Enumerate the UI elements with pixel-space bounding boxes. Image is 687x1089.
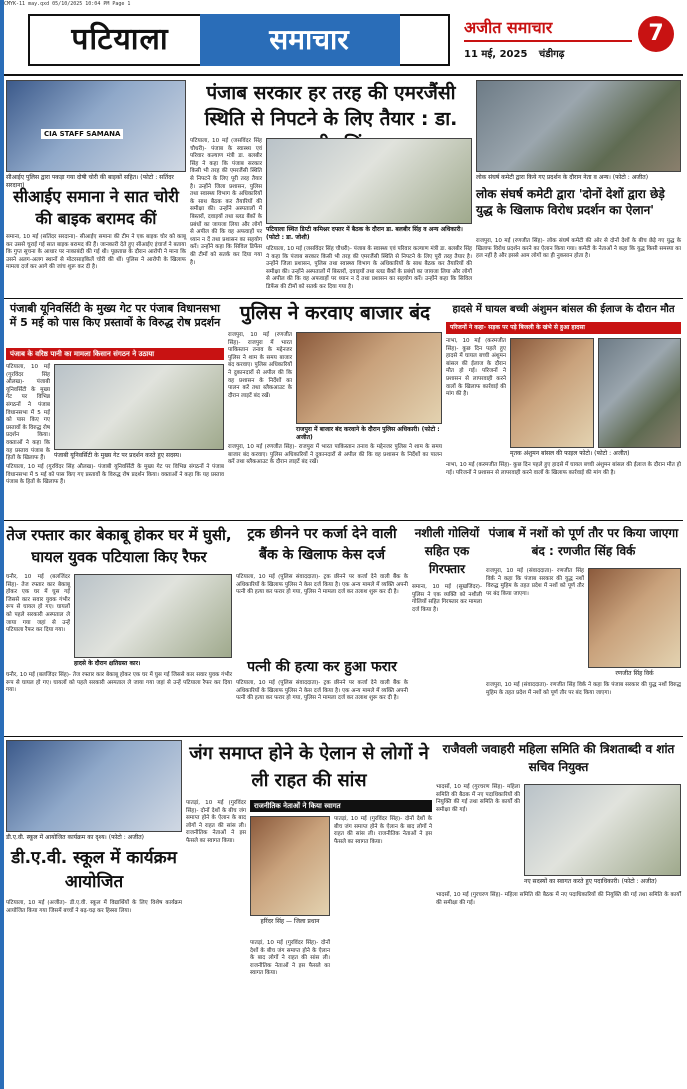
murder-headline: पत्नी की हत्या कर हुआ फरार: [247, 659, 397, 675]
war-end-body-col2: पातड़ां, 10 मई (गुरविंदर सिंह)- दोनों देशों के बीच जंग समाप्त होने के ऐलान के बाद लोगों ने राहत की सांस ली। राजनीतिक नेताओं ने इस फैसले का स्वागत किया।: [334, 816, 432, 845]
school-photo: [6, 740, 182, 832]
masthead-brand-area: [460, 12, 682, 70]
war-end-body-col3: पातड़ां, 10 मई (गुरविंदर सिंह)- दोनों देशों के बीच जंग समाप्त होने के ऐलान के बाद लोगों ने राहत की सांस ली। राजनीतिक नेताओं ने इस फैसले का स्वागत किया।: [250, 940, 330, 977]
newspaper-brand: अजीत समाचार: [464, 18, 553, 37]
university-photo: [54, 364, 224, 450]
brand-underline: [464, 40, 632, 42]
protest-photo: [476, 80, 681, 172]
section-rule-2: [4, 520, 683, 521]
lead-body-col1: पटियाला, 10 मई (जसविंदर सिंह चौधरी)- पंजाब के स्वास्थ्य एवं परिवार कल्याण मंत्री डा. बलबीर सिंह ने कहा कि पंजाब सरकार किसी भी तरह की एमरजैंसी स्थिति से निपटने के लिए पूरी तरह तैयार है। उन्होंने जिला प्रशासन, पुलिस तथा स्वास्थ्य विभाग के अधिकारियों के साथ बैठक कर तैयारियों की समीक्षा की। उन्होंने अस्पतालों में बिस्तरों, दवाइयों तथा ब्लड बैंकों के प्रबंधों का जायजा लिया और लोगों से अपील की कि वह अफवाहों पर ध्यान न दें तथा प्रशासन का सहयोग करें। उन्होंने कहा कि सिविल डिफेंस की टीमों को सतर्क कर दिया गया है।: [190, 138, 262, 266]
lead-photo-caption: पटियाला स्थित डिप्टी कमिश्नर दफ्तर में बैठक के दौरान डा. बलबीर सिंह व अन्य अधिकारी। (फोटो : डा. जोशी): [266, 226, 463, 241]
school-headline: डी.ए.वी. स्कूल में कार्यक्रम आयोजित: [11, 848, 177, 892]
bazaar-headline: पुलिस ने करवाए बाजार बंद: [239, 302, 431, 324]
date-text: 11 मई, 2025: [464, 49, 528, 60]
accident-headline: हादसे में घायल बच्ची अंशुमन बांसल की ईलाज के दौरान मौत: [452, 304, 675, 315]
pills-body: समाना, 10 मई (सुखजिंदर)- पुलिस ने एक व्यक्ति को नशीली गोलियों सहित गिरफ्तार कर मामला दर्ज किया है।: [412, 584, 482, 613]
bazaar-body-col1: राजपुरा, 10 मई (रणजीत सिंह)- राजपुरा में भारत पाकिस्तान तनाव के मद्देनजर पुलिस ने शाम के समय बाजार बंद करवाए। पुलिस अधिकारियों ने दुकानदारों से अपील की कि वह प्रशासन के निर्देशों का पालन करें तथा ब्लैकआउट के दौरान लाइटें बंद रखें।: [228, 332, 292, 399]
drugs-body-col1: राजपुरा, 10 मई (संवाददाता)- रणजीत सिंह विर्क ने कहा कि पंजाब सरकार की युद्ध नशों विरुद्ध मुहिम के तहत प्रदेश में नशों को पूर्ण तौर पर बंद किया जाएगा।: [486, 568, 584, 597]
car-crash-caption: हादसे के दौरान क्षतिग्रस्त कार।: [74, 660, 141, 667]
accident-body-col2: नाभा, 10 मई (करमजीत सिंह)- कुछ दिन पहले हुए हादसे में घायल बच्ची अंशुमन बांसल की ईलाज के दौरान मौत हो गई। परिजनों ने प्रशासन से लापरवाही करने वालों के खिलाफ कार्रवाई की मांग की है।: [446, 462, 681, 476]
photo-sign-text: CIA STAFF SAMANA: [41, 129, 123, 139]
masthead-title-secondary: समाचार: [269, 23, 349, 56]
virk-caption: रणजीत सिंह विर्क: [615, 670, 654, 677]
bank-case-headline: ट्रक छीनने पर कर्जा देने वाली बैंक के खिलाफ केस दर्ज: [247, 526, 397, 563]
drugs-body-col2: राजपुरा, 10 मई (संवाददाता)- रणजीत सिंह विर्क ने कहा कि पंजाब सरकार की युद्ध नशों विरुद्ध मुहिम के तहत प्रदेश में नशों को पूर्ण तौर पर बंद किया जाएगा।: [486, 682, 681, 696]
bazaar-photo: [296, 332, 442, 424]
masthead-title: पटियाला: [71, 22, 169, 57]
section-rule-1: [4, 298, 683, 299]
school-caption: डी.ए.वी. स्कूल में आयोजित कार्यक्रम का दृश्य। (फोटो : अजीत): [6, 834, 145, 841]
university-caption: पंजाबी यूनिवर्सिटी के मुख्य गेट पर प्रदर्शन करते हुए सदस्य।: [54, 452, 182, 459]
protest-body: राजपुरा, 10 मई (रणजीत सिंह)- लोक संघर्ष कमेटी की ओर से दोनों देशों के बीच छेड़े गए युद्ध के खिलाफ विरोध प्रदर्शन करने का ऐलान किया गया। कमेटी के नेताओं ने कहा कि युद्ध किसी समस्या का हल नहीं है और इससे आम लोगों का ही नुकसान होता है।: [476, 238, 681, 260]
committee-headline: राजैवली जवाहरी महिला समिति की त्रिशताब्दी व शांत सचिव नियुक्त: [442, 742, 675, 774]
committee-body-col1: भादसों, 10 मई (गुरचरण सिंह)- महिला समिति की बैठक में नए पदाधिकारियों की नियुक्ति की गई तथा समिति के कार्यों की समीक्षा की गई।: [436, 784, 520, 813]
section-rule-3: [4, 736, 683, 737]
bank-case-body: पटियाला, 10 मई (पुलिस संवाददाता)- ट्रक छीनने पर कर्जा देने वाली बैंक के अधिकारियों के खिलाफ पुलिस ने केस दर्ज किया है। एक अन्य मामले में व्यक्ति अपनी पत्नी की हत्या कर फरार हो गया, पुलिस ने मामला दर्ज कर तलाश शुरू कर दी है।: [236, 574, 408, 596]
car-crash-body-col1: घनौर, 10 मई (बलजिंदर सिंह)- तेज रफ्तार कार बेकाबू होकर एक घर में घुस गई जिससे कार सवार युवक गंभीर रूप से घायल हो गए। घायलों को पहले सरकारी अस्पताल ले जाया गया जहां से उन्हें पटियाला रैफर कर दिया गया।: [6, 574, 70, 634]
accident-body-col1: नाभा, 10 मई (करमजीत सिंह)- कुछ दिन पहले हुए हादसे में घायल बच्ची अंशुमन बांसल की ईलाज के दौरान मौत हो गई। परिजनों ने प्रशासन से लापरवाही करने वालों के खिलाफ कार्रवाई की मांग की है।: [446, 338, 506, 398]
story-body: समाना, 10 मई (सतिंदर सरदाना)- सीआईए समाना की टीम ने एक बाइक चोर को काबू कर उससे चुराई गई सात बाइक बरामद की हैं। जानकारी देते हुए सीआईए इंचार्ज ने बताया कि गुप्त सूचना के आधार पर नाकाबंदी की गई थी। पूछताछ के दौरान आरोपी ने माना कि उसने अलग-अलग स्थानों से मोटरसाइकिलें चोरी की थीं। पुलिस ने आरोपी के खिलाफ मामला दर्ज कर आगे की जांच शुरू कर दी है।: [6, 234, 186, 271]
university-body-col2: पटियाला, 10 मई (गुरविंदर सिंह औलख)- पंजाबी यूनिवर्सिटी के मुख्य गेट पर विभिन्न संगठनों ने पंजाब विधानसभा में 5 मई को पास किए गए प्रस्तावों के विरुद्ध रोष प्रदर्शन किया। वक्ताओं ने कहा कि यह प्रस्ताव पंजाब के हितों के खिलाफ हैं।: [6, 464, 224, 486]
masthead-rule: [4, 74, 683, 76]
print-slug: CMYK-11 may.qxd 05/10/2025 10:04 PM Page 1: [4, 1, 131, 7]
virk-portrait: [588, 568, 681, 668]
war-end-band: राजनीतिक नेताओं ने किया स्वागत: [250, 800, 432, 812]
photo-caption: सीआईए पुलिस द्वारा पकड़ा गया दोषी चोरी की बाइकों सहित। (फोटो : सतिंदर सरदाना): [6, 174, 174, 189]
university-band: पंजाब के वरिष्ठ पानी का मामला किसान संगठन ने उठाया: [6, 348, 224, 360]
page-number-badge: 7: [638, 16, 674, 52]
war-end-body-col1: पातड़ां, 10 मई (गुरविंदर सिंह)- दोनों देशों के बीच जंग समाप्त होने के ऐलान के बाद लोगों ने राहत की सांस ली। राजनीतिक नेताओं ने इस फैसले का स्वागत किया।: [186, 800, 246, 844]
lead-headline: पंजाब सरकार हर तरह की एमरजैंसी स्थिति से निपटने के लिए तैयार : डा.: [204, 82, 458, 130]
school-body: पटियाला, 10 मई (अजीत)- डी.ए.वी. स्कूल में विद्यार्थियों के लिए विशेष कार्यक्रम आयोजित किया गया जिसमें बच्चों ने बढ़-चढ़ कर हिस्सा लिया।: [6, 900, 182, 914]
bazaar-caption: राजपुरा में बाजार बंद करवाने के दौरान पुलिस अधिकारी। (फोटो : अजीत): [296, 426, 440, 441]
accident-band: परिजनों ने कहा- सड़क पर पड़े बिजली के खंभे से हुआ हादसा: [446, 322, 681, 334]
committee-photo: [524, 784, 681, 876]
accident-caption: मृतक अंशुमन बांसल की फाइल फोटो। (फोटो : अजीत): [510, 450, 630, 457]
leader-caption: हरिंदर सिंह — जिला प्रधान: [260, 918, 320, 925]
story-headline: सीआईए समाना ने सात चोरी की बाइक बरामद कीं: [13, 187, 179, 228]
child-photo: [510, 338, 594, 448]
protest-headline: लोक संघर्ष कमेटी द्वारा 'दोनों देशों द्वारा छेड़े युद्ध के खिलाफ विरोध प्रदर्शन का ऐलान': [476, 187, 665, 217]
war-end-headline: जंग समाप्त होने के ऐलान से लोगों ने ली राहत की सांस: [189, 743, 429, 791]
committee-caption: नए सदस्यों का स्वागत करते हुए पदाधिकारी। (फोटो : अजीत): [524, 878, 657, 885]
university-headline: पंजाबी यूनिवर्सिटी के मुख्य गेट पर पंजाब विधानसभा में 5 मई को पास किए प्रस्तावों के विरुद्ध रोष प्रदर्शन: [9, 302, 221, 329]
lead-photo-meeting: [266, 138, 472, 224]
bazaar-body-col2: राजपुरा, 10 मई (रणजीत सिंह)- राजपुरा में भारत पाकिस्तान तनाव के मद्देनजर पुलिस ने शाम के समय बाजार बंद करवाए। पुलिस अधिकारियों ने दुकानदारों से अपील की कि वह प्रशासन के निर्देशों का पालन करें तथा ब्लैकआउट के दौरान लाइटें बंद रखें।: [228, 444, 442, 466]
committee-body-col2: भादसों, 10 मई (गुरचरण सिंह)- महिला समिति की बैठक में नए पदाधिकारियों की नियुक्ति की गई तथा समिति के कार्यों की समीक्षा की गई।: [436, 892, 681, 906]
pills-headline: नशीली गोलियों सहित एक गिरफ्तार: [414, 526, 480, 576]
crowd-photo: [598, 338, 681, 448]
murder-body: पटियाला, 10 मई (पुलिस संवाददाता)- ट्रक छीनने पर कर्जा देने वाली बैंक के अधिकारियों के खिलाफ पुलिस ने केस दर्ज किया है। एक अन्य मामले में व्यक्ति अपनी पत्नी की हत्या कर फरार हो गया, पुलिस ने मामला दर्ज कर तलाश शुरू कर दी है।: [236, 680, 408, 702]
edition-city: चंडीगढ़: [538, 49, 565, 60]
story-photo-cia-staff: [6, 80, 186, 172]
car-crash-body-col2: घनौर, 10 मई (बलजिंदर सिंह)- तेज रफ्तार कार बेकाबू होकर एक घर में घुस गई जिससे कार सवार युवक गंभीर रूप से घायल हो गए। घायलों को पहले सरकारी अस्पताल ले जाया गया जहां से उन्हें पटियाला रैफर कर दिया गया।: [6, 672, 232, 694]
leader-portrait: [250, 816, 330, 916]
university-body-col1: पटियाला, 10 मई (गुरविंदर सिंह औलख)- पंजाबी यूनिवर्सिटी के मुख्य गेट पर विभिन्न संगठनों ने पंजाब विधानसभा में 5 मई को पास किए गए प्रस्तावों के विरुद्ध रोष प्रदर्शन किया। वक्ताओं ने कहा कि यह प्रस्ताव पंजाब के हितों के खिलाफ हैं।: [6, 364, 50, 462]
lead-body-col2: पटियाला, 10 मई (जसविंदर सिंह चौधरी)- पंजाब के स्वास्थ्य एवं परिवार कल्याण मंत्री डा. बलबीर सिंह ने कहा कि पंजाब सरकार किसी भी तरह की एमरजैंसी स्थिति से निपटने के लिए पूरी तरह तैयार है। उन्होंने जिला प्रशासन, पुलिस तथा स्वास्थ्य विभाग के अधिकारियों के साथ बैठक कर तैयारियों की समीक्षा की। उन्होंने अस्पतालों में बिस्तरों, दवाइयों तथा ब्लड बैंकों के प्रबंधों का जायजा लिया और लोगों से अपील की कि वह अफवाहों पर ध्यान न दें तथा प्रशासन का सहयोग करें। उन्होंने कहा कि सिविल डिफेंस की टीमों को सतर्क कर दिया गया है।: [266, 246, 472, 290]
masthead: [4, 12, 456, 70]
car-crash-photo: [74, 574, 232, 658]
color-margin-strip: [0, 0, 4, 1089]
protest-caption: लोक संघर्ष कमेटी द्वारा किये गए प्रदर्शन के दौरान नेता व अन्य। (फोटो : अजीत): [476, 174, 649, 181]
issue-date: [464, 46, 604, 60]
drugs-headline: पंजाब में नशों को पूर्ण तौर पर किया जाएगा बंद : रणजीत सिंह विर्क: [488, 526, 679, 558]
car-crash-headline: तेज रफ्तार कार बेकाबू होकर घर में घुसी, घायल युवक पटियाला किए रैफर: [6, 526, 232, 566]
